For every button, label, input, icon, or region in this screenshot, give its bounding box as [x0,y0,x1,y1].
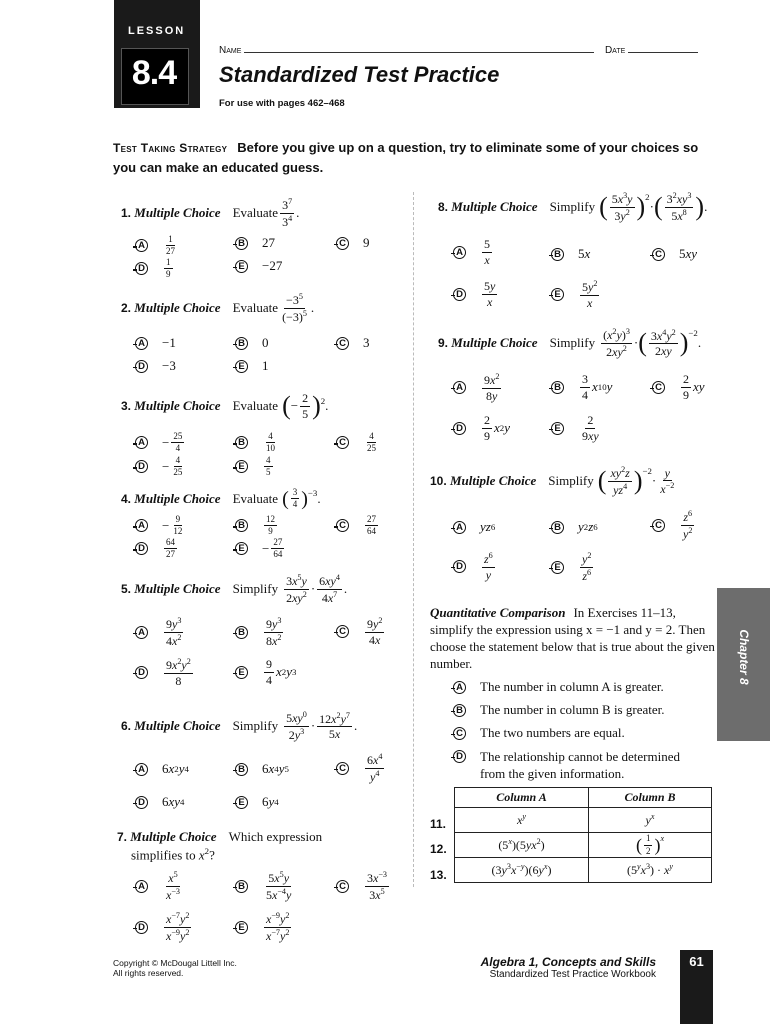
test-strategy [113,138,713,177]
choice-10c[interactable]: C $\frac{z^6}{y^2}$ [652,510,696,540]
question-2: 2. Multiple Choice Evaluate $\frac{-3^5}{(-3)^5}$ . [121,292,315,324]
choice-4d[interactable]: D $\frac{64}{27}$ [135,538,179,560]
question-verb: Evaluate [232,490,279,506]
choice-9e[interactable]: E $\frac{2}{9xy}$ [551,414,603,442]
question-type: Multiple Choice [134,490,221,506]
choice-8e[interactable]: E $\frac{5y^2}{x}$ [551,280,601,309]
lesson-label: LESSON [128,25,186,37]
choice-bubble[interactable]: E [235,921,248,934]
choice-bubble[interactable]: D [453,750,466,763]
choice-bubble[interactable]: B [235,436,248,449]
math-expression: $\frac{(x^2y)^3}{2xy^2}$ · ( $\frac{3x^4y^2}{2xy}$ ) $^{-2}$ . [603,327,702,359]
date-label: Date [604,45,626,56]
question-type: Multiple Choice [449,473,537,489]
choice-bubble[interactable]: D [135,666,148,679]
table-row [455,858,712,883]
strategy-text: Before you give up on a question, try to eliminate some of your choices so you can make an educated guess. [113,140,699,175]
question-verb: Simplify [549,199,596,215]
table-row [455,833,712,858]
choice-bubble[interactable]: A [135,239,148,252]
row-13-col-a: $(3y^3x^{-y})(6y^x)$ [455,858,589,883]
choice-bubble[interactable]: A [135,436,148,449]
choice-2e[interactable]: E 1 [235,358,269,374]
choice-bubble[interactable]: B [235,237,248,250]
choice-6d[interactable]: D 6 xy 4 [135,794,184,810]
choice-bubble[interactable]: B [235,626,248,639]
choice-bubble[interactable]: B [551,381,564,394]
question-type: Multiple Choice [451,199,538,215]
date-blank[interactable] [628,43,698,53]
choice-7b[interactable]: B $\frac{5x^5y}{5x^{-4}y}$ [235,871,295,901]
question-type: Multiple Choice [134,581,221,597]
question-verb: Which expression [228,829,323,844]
choice-bubble[interactable]: E [235,360,248,373]
choice-5b[interactable]: B $\frac{9y^3}{8x^2}$ [235,617,285,647]
question-type: Multiple Choice [134,300,221,316]
math-expression: $\frac{3x^5y}{2xy^2}$ · $\frac{6xy^4}{4x^7}$ . [286,573,348,605]
choice-bubble[interactable]: A [135,519,148,532]
choice-bubble[interactable]: E [235,796,248,809]
math-expression: $\frac{3^7}{3^4}$ [282,197,293,229]
choice-bubble[interactable]: A [453,381,466,394]
copyright-line: Copyright © McDougal Littell Inc. [113,958,237,968]
choice-bubble[interactable]: B [453,704,466,717]
question-verb: Simplify [548,473,594,489]
qc-option-text: The two numbers are equal. [480,725,625,740]
choice-bubble[interactable]: D [453,422,466,435]
question-number: 2. [121,301,132,316]
question-verb: Evaluate [232,398,279,414]
choice-bubble[interactable]: D [135,921,148,934]
question-verb: Simplify [232,581,279,597]
quantitative-comparison-intro [430,604,715,672]
choice-bubble[interactable]: A [135,337,148,350]
choice-4e[interactable]: E − $\frac{27}{64}$ [235,538,286,560]
question-number: 7. [117,830,128,844]
question-7-line2: simplifies to $x^2$? [131,846,215,863]
question-1: 1. Multiple Choice Evaluate $\frac{3^7}{3^4}$ . [121,197,300,229]
question-number: 5. [121,582,132,597]
workbook-title: Standardized Test Practice Workbook [489,969,656,980]
choice-bubble[interactable]: D [135,262,148,275]
qc-option-text: The number in column A is greater. [480,679,664,694]
row-12-col-a: $(5^x)(5yx^2)$ [455,833,589,858]
name-label: Name [219,45,242,56]
choice-3e[interactable]: E $\frac{4}{5}$ [235,456,275,478]
name-date-line [219,43,698,56]
question-number: 6. [121,719,132,734]
copyright [113,958,237,978]
row-number: 11. [430,817,447,831]
choice-10a[interactable]: A yz 6 [453,519,495,535]
choice-3c[interactable]: C $\frac{4}{25}$ [336,432,380,454]
choice-8c[interactable]: C 5 xy [652,246,697,262]
choice-1a[interactable]: A $\frac{1}{27}$ [135,235,179,257]
choice-6c[interactable]: C $\frac{6x^4}{y^4}$ [336,753,386,783]
question-10 [430,466,678,496]
row-number: 13. [430,868,447,882]
comparison-table [454,787,712,883]
qc-option-d[interactable] [453,748,705,782]
choice-bubble[interactable]: C [336,237,349,250]
qc-intro: In Exercises 11–13, simplify the expression using x = −1 and y = 2. Then choose the statement below that is true about the given number. [430,605,715,671]
question-number: 8. [438,200,449,215]
choice-3b[interactable]: B $\frac{4}{10}$ [235,432,279,454]
choice-bubble[interactable]: C [652,519,665,532]
question-type: Multiple Choice [451,335,538,351]
choice-10e[interactable]: E $\frac{y^2}{z^6}$ [551,552,595,582]
choice-3a[interactable]: A − $\frac{25}{4}$ [135,432,186,454]
for-use-note: For use with pages 462–468 [219,98,345,109]
qc-option-a[interactable] [453,679,664,695]
choice-7e[interactable]: E $\frac{x^{-9}y^2}{x^{-7}y^2}$ [235,912,293,942]
choice-6e[interactable]: E 6 y 4 [235,794,279,810]
column-b-header: Column B [589,788,712,808]
chapter-tab-label: Chapter 8 [737,629,751,685]
choice-bubble[interactable]: E [551,288,564,301]
choice-4b[interactable]: B $\frac{12}{9}$ [235,515,279,537]
choice-bubble[interactable]: A [135,763,148,776]
choice-2c[interactable]: C 3 [336,335,370,351]
copyright-line: All rights reserved. [113,968,184,978]
choice-bubble[interactable]: C [336,519,349,532]
choice-1d[interactable]: D $\frac{1}{9}$ [135,258,175,280]
choice-bubble[interactable]: D [135,796,148,809]
question-verb: Simplify [232,718,279,734]
question-3 [121,392,328,420]
book-title: Algebra 1, Concepts and Skills [480,955,656,969]
column-a-header: Column A [455,788,589,808]
question-4 [121,488,321,510]
choice-bubble[interactable]: C [336,625,349,638]
row-11-col-b: $y^x$ [589,808,712,833]
qc-option-c[interactable] [453,725,625,741]
choice-5e[interactable]: E $\frac{9}{4}$ x 2 y 3 [235,658,296,686]
choice-3d[interactable]: D − $\frac{4}{25}$ [135,456,186,478]
question-type: Multiple Choice [134,205,221,221]
choice-10b[interactable]: B y 2 z 6 [551,519,598,535]
question-verb: Simplify [549,335,596,351]
choice-bubble[interactable]: E [235,542,248,555]
choice-bubble[interactable]: A [453,246,466,259]
choice-bubble[interactable]: C [336,337,349,350]
choice-1b[interactable]: B 27 [235,235,275,251]
choice-8d[interactable]: D $\frac{5y}{x}$ [453,280,499,308]
choice-2d[interactable]: D −3 [135,358,176,374]
math-expression: $\frac{-3^5}{(-3)^5}$ [282,292,307,324]
qc-option-b[interactable] [453,702,664,718]
choice-8b[interactable]: B 5 x [551,246,590,262]
question-type: Multiple Choice [130,829,217,844]
question-type: Multiple Choice [134,718,221,734]
choice-bubble[interactable]: A [453,521,466,534]
question-number: 4. [121,491,132,506]
choice-bubble[interactable]: D [135,360,148,373]
question-verb: Evaluate [232,205,279,221]
choice-7a[interactable]: A $\frac{x^5}{x^{-3}}$ [135,871,184,901]
question-type: Multiple Choice [134,398,221,414]
choice-bubble[interactable]: B [551,521,564,534]
strategy-label: Test Taking Strategy [113,141,228,155]
choice-2b[interactable]: B 0 [235,335,269,351]
row-number: 12. [430,842,447,856]
question-number: 1. [121,206,132,221]
choice-7c[interactable]: C $\frac{3x^{-3}}{3x^5}$ [336,871,391,901]
choice-5c[interactable]: C $\frac{9y^2}{4x}$ [336,617,386,646]
qc-option-text: The relationship cannot be determined from the given information. [480,749,680,781]
math-expression: ( $\frac{xy^2z}{yz^4}$ ) $^{-2}$ · $\frac{y}{x^{-2}}$ [597,465,675,497]
table-header-row [455,788,712,808]
column-divider [413,192,414,887]
choice-bubble[interactable]: C [652,248,665,261]
question-number: 10. [430,474,447,489]
choice-bubble[interactable]: B [235,337,248,350]
choice-bubble[interactable]: C [453,727,466,740]
choice-bubble[interactable]: D [135,460,148,473]
choice-6a[interactable]: A 6 x 2 y 4 [135,761,189,777]
choice-9c[interactable]: C $\frac{2}{9}$ xy [652,373,705,401]
question-number: 9. [438,336,449,351]
choice-bubble[interactable]: E [551,561,564,574]
choice-bubble[interactable]: A [135,626,148,639]
row-12-col-b: ( $\frac{1}{2}$ ) $^x$ [589,833,712,858]
choice-5d[interactable]: D $\frac{9x^2y^2}{8}$ [135,658,195,687]
math-expression: ( $\frac{5x^3y}{3y^2}$ ) $^2$ · ( $\frac{3^2xy^3}{5x^8}$ ) . [599,191,708,223]
choice-bubble[interactable]: B [235,519,248,532]
choice-bubble[interactable]: C [336,436,349,449]
question-5 [121,574,347,604]
choice-1c[interactable]: C 9 [336,235,370,251]
choice-10d[interactable]: D $\frac{z^6}{y}$ [453,552,497,581]
qc-title: Quantitative Comparison [430,605,566,620]
row-13-col-b: $(5^yx^3) \cdot x^y$ [589,858,712,883]
choice-bubble[interactable]: C [652,381,665,394]
choice-bubble[interactable]: E [235,460,248,473]
math-expression: $\frac{5xy^0}{2y^3}$ · $\frac{12x^2y^7}{5x}$ . [286,710,358,742]
choice-bubble[interactable]: E [235,260,248,273]
choice-4a[interactable]: A − $\frac{9}{12}$ [135,515,186,537]
choice-bubble[interactable]: B [235,763,248,776]
question-7 [117,829,322,845]
choice-6b[interactable]: B 6 x 4 y 5 [235,761,289,777]
math-expression: ( − $\frac{2}{5}$ ) $^2$ . [282,391,329,421]
question-8 [438,192,707,222]
lesson-number: 8.4 [131,54,177,92]
choice-bubble[interactable]: C [336,880,349,893]
question-text: simplifies to [131,847,196,863]
choice-bubble[interactable]: E [235,666,248,679]
page-title: Standardized Test Practice [219,62,500,87]
choice-bubble[interactable]: B [235,880,248,893]
choice-9d[interactable]: D $\frac{2}{9}$ x 2 y [453,414,510,442]
math-expression: ( $\frac{3}{4}$ ) $^{-3}$ . [282,487,321,510]
row-11-col-a: $x^y$ [455,808,589,833]
choice-bubble[interactable]: A [453,681,466,694]
choice-bubble[interactable]: D [453,560,466,573]
choice-2a[interactable]: A −1 [135,335,176,351]
choice-7d[interactable]: D $\frac{x^{-7}y^2}{x^{-9}y^2}$ [135,912,193,942]
choice-bubble[interactable]: D [453,288,466,301]
question-number: 3. [121,399,132,414]
choice-9a[interactable]: A $\frac{9x^2}{8y}$ [453,373,503,402]
choice-5a[interactable]: A $\frac{9y^3}{4x^2}$ [135,617,185,647]
question-9 [438,328,701,358]
table-row [455,808,712,833]
question-verb: Evaluate [232,300,279,316]
question-6 [121,711,357,741]
choice-bubble[interactable]: A [135,880,148,893]
choice-bubble[interactable]: D [135,542,148,555]
qc-option-text: The number in column B is greater. [480,702,665,717]
choice-8a[interactable]: A $\frac{5}{x}$ [453,238,494,266]
choice-1e[interactable]: E −27 [235,258,282,274]
choice-9b[interactable]: B $\frac{3}{4}$ x 10 y [551,373,612,401]
name-blank[interactable] [244,43,594,53]
choice-bubble[interactable]: E [551,422,564,435]
page-number: 61 [689,954,704,969]
choice-bubble[interactable]: C [336,762,349,775]
choice-bubble[interactable]: B [551,248,564,261]
choice-4c[interactable]: C $\frac{27}{64}$ [336,515,380,537]
